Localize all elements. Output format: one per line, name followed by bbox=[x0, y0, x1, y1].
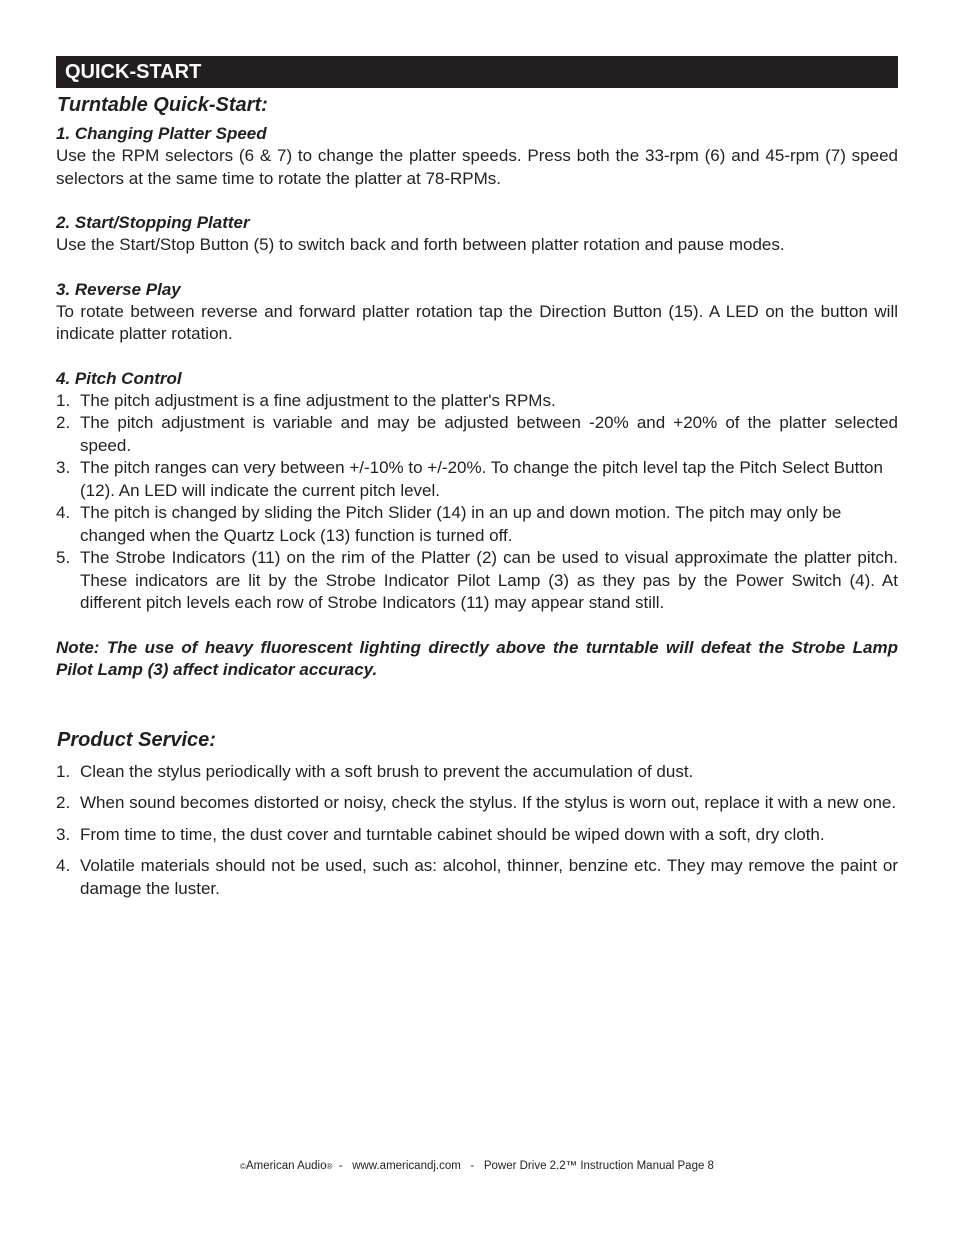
section-banner: QUICK-START bbox=[56, 56, 898, 88]
copyright-symbol: © bbox=[240, 1162, 246, 1171]
page-footer bbox=[0, 1160, 954, 1172]
section-body: Use the Start/Stop Button (5) to switch back and forth between platter rotation and pause modes. bbox=[56, 235, 785, 254]
section-heading: 2. Start/Stopping Platter bbox=[56, 213, 250, 232]
manual-page bbox=[56, 56, 898, 909]
turntable-quickstart-title: Turntable Quick-Start: bbox=[57, 94, 268, 116]
list-item: 4. The pitch is changed by sliding the Pitch Slider (14) in an up and down motion. The pitch may only be changed when the Quartz Lock (13) function is turned off. bbox=[56, 503, 842, 545]
list-item: 1. Clean the stylus periodically with a soft brush to prevent the accumulation of dust. bbox=[56, 761, 694, 781]
section-start-stop bbox=[56, 212, 898, 257]
list-item: 3. From time to time, the dust cover and turntable cabinet should be wiped down with a soft, dry cloth. bbox=[56, 824, 825, 844]
section-heading: 4. Pitch Control bbox=[56, 368, 182, 388]
company-name: American Audio bbox=[245, 1160, 327, 1172]
section-pitch-control bbox=[56, 368, 898, 615]
service-list bbox=[56, 761, 898, 901]
list-item: 1. The pitch adjustment is a fine adjustment to the platter's RPMs. bbox=[56, 390, 556, 410]
footer-text: - www.americandj.com - Power Drive 2.2™ Instruction Manual Page 8 bbox=[332, 1160, 714, 1172]
section-heading: 1. Changing Platter Speed bbox=[56, 124, 267, 143]
section-body: To rotate between reverse and forward platter rotation tap the Direction Button (15). A LED on the button will indicate platter rotation. bbox=[56, 301, 898, 343]
registered-symbol: ® bbox=[326, 1162, 333, 1171]
section-body: Use the RPM selectors (6 & 7) to change the platter speeds. Press both the 33-rpm (6) and 45-rpm (7) speed selectors at the same time to rotate the platter at 78-RPMs. bbox=[56, 146, 898, 188]
list-item: 4. Volatile materials should not be used, such as: alcohol, thinner, benzine etc. They may remove the paint or damage the luster. bbox=[56, 856, 898, 898]
list-item: 2. When sound becomes distorted or noisy, check the stylus. If the stylus is worn out, replace it with a new one. bbox=[56, 793, 897, 812]
list-item: 5. The Strobe Indicators (11) on the rim of the Platter (2) can be used to visual approximate the platter pitch. These indicators are lit by the Strobe Indicator Pilot Lamp (3) as they pas by the Power Switch (4). At different pitch levels each row of Strobe Indicators (11) may appear stand still. bbox=[56, 548, 898, 612]
strobe-note: Note: The use of heavy fluorescent lighting directly above the turntable will defeat the Strobe Lamp Pilot Lamp (3) affect indicator accuracy. bbox=[56, 637, 898, 679]
list-item: 2. The pitch adjustment is variable and may be adjusted between -20% and +20% of the platter selected speed. bbox=[56, 413, 898, 455]
list-item: 3. The pitch ranges can very between +/-10% to +/-20%. To change the pitch level tap the Pitch Select Button (12). An LED will indicate the current pitch level. bbox=[56, 458, 883, 500]
section-reverse-play bbox=[56, 279, 898, 346]
product-service-title: Product Service: bbox=[57, 728, 216, 751]
pitch-list bbox=[56, 390, 898, 615]
section-heading: 3. Reverse Play bbox=[56, 279, 181, 299]
section-platter-speed bbox=[56, 123, 898, 190]
